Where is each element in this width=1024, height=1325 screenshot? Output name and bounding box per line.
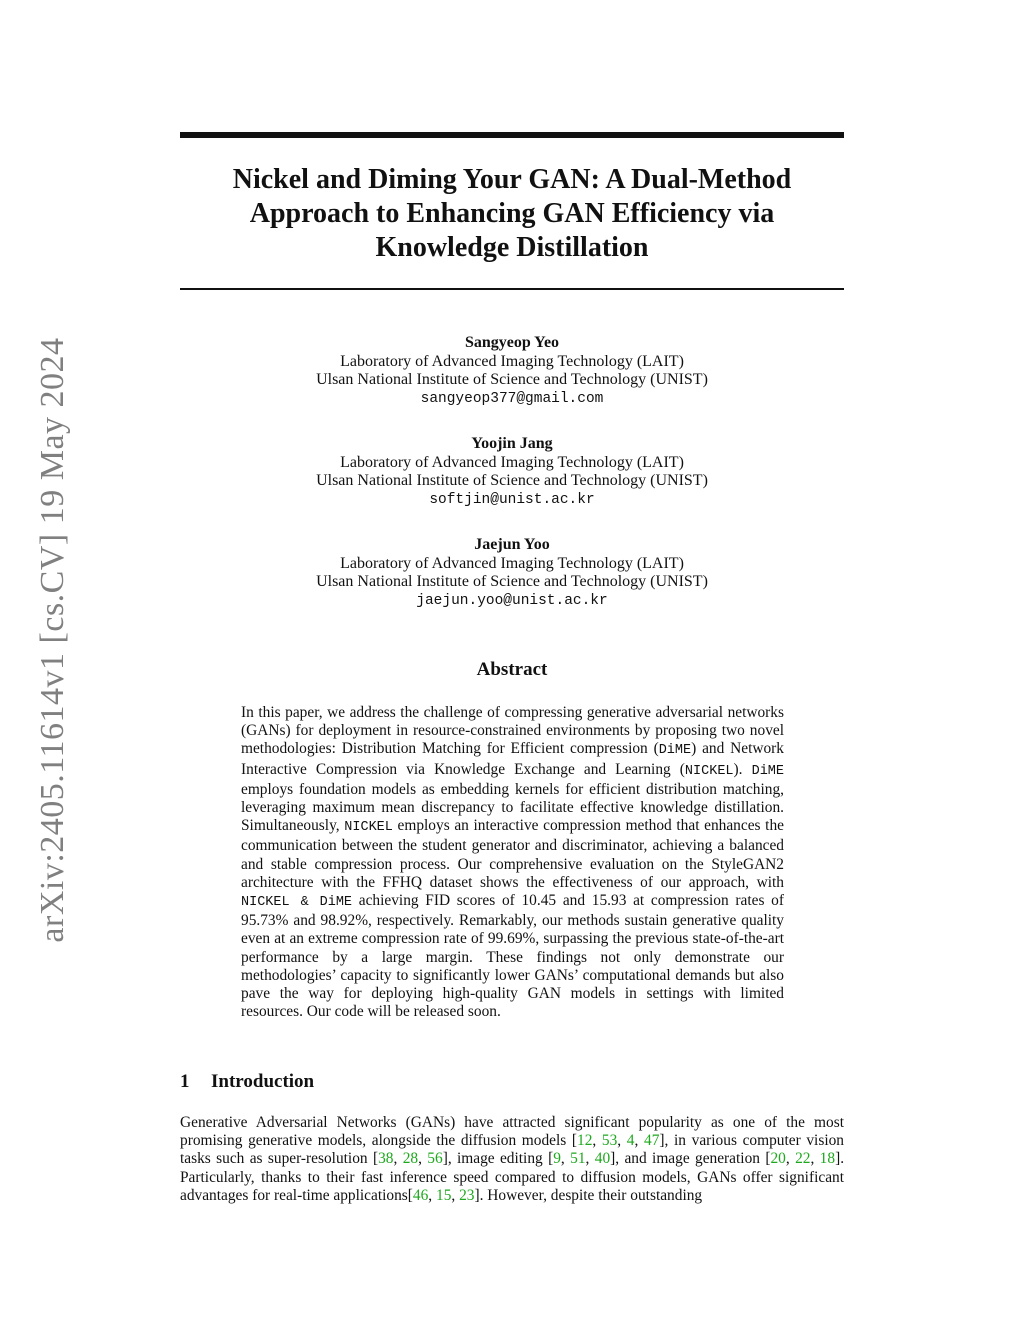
citation-link[interactable]: 51	[570, 1150, 586, 1168]
citation-link[interactable]: 23	[459, 1186, 475, 1204]
intro-text: ], image editing [	[442, 1150, 554, 1168]
author-name: Jaejun Yoo	[474, 536, 550, 553]
author-name: Sangyeop Yeo	[464, 334, 560, 351]
abstract-text: ).	[733, 760, 752, 778]
method-name-nickel: NICKEL	[344, 820, 393, 836]
introduction-paragraph: Generative Adversarial Networks (GANs) have attracted significant popularity as one of the most promising generative models, alongside the diffusion models [12, 53, 4, 47], in various computer vision tasks such as super-resolution [38, 28, 56], image editing [9, 51, 40], and image generation [20, 22, 18]. Particularly, thanks to their fast inference speed compared to diffusion models, GANs offer significant advantages for real-time applications[46, 15, 23]. However, despite their outstanding	[180, 1114, 845, 1204]
abstract-text: achieving FID scores of 10.45 and 15.93 at compression rates of 95.73% and 98.92%, respectively. Remarkably, our methods sustain generative quality even at an extreme compression rate of 99.69%, surpassing the previous state-of-the-art performance by a large margin. These findings not only demonstrate our methodologies’ capacity to significantly lower GANs’ computational demands but also pave the way for deploying high-quality GAN models in settings with limited resources. Our code will be released soon.	[241, 892, 784, 1021]
author-email[interactable]: softjin@unist.ac.kr	[429, 491, 595, 508]
abstract-text: ) and Network Interactive Compression via Knowledge Exchange and Learning (	[241, 740, 784, 778]
citation-link[interactable]: 46	[412, 1186, 429, 1204]
author-email[interactable]: jaejun.yoo@unist.ac.kr	[416, 592, 608, 609]
citation-link[interactable]: 20	[770, 1150, 786, 1168]
abstract-text: employs an interactive compression method that enhances the communication between the student generator and discriminator, achieving a balanced and stable compression process. Our comprehensive evaluation on the StyleGAN2 architecture with the FFHQ dataset shows the effectiveness of our approach, with	[241, 817, 784, 891]
section-heading-introduction	[180, 1071, 314, 1093]
citation-link[interactable]: 22	[795, 1150, 811, 1168]
author-2	[180, 435, 844, 509]
abstract-text: employs foundation models as embedding kernels for efficient distribution matching, leveraging maximum mean discrepancy to facilitate effective knowledge distillation. Simultaneously,	[241, 780, 784, 835]
author-email[interactable]: sangyeop377@gmail.com	[420, 390, 604, 407]
title-bottom-rule	[180, 288, 844, 290]
method-name-dime: DiME	[751, 763, 784, 779]
citation-link[interactable]: 12	[577, 1132, 593, 1150]
citation-link[interactable]: 53	[601, 1132, 618, 1150]
author-institution: Ulsan National Institute of Science and Technology (UNIST)	[316, 573, 708, 590]
author-institution: Ulsan National Institute of Science and Technology (UNIST)	[316, 371, 708, 388]
author-lab: Laboratory of Advanced Imaging Technology (LAIT)	[340, 352, 684, 370]
intro-text: ], in various computer vision tasks such as super-resolution [	[180, 1132, 844, 1168]
author-1	[180, 334, 844, 408]
intro-text: Generative Adversarial Networks (GANs) have attracted significant popularity as one of the most promising generative models, alongside the diffusion models [	[180, 1114, 844, 1150]
citation-link[interactable]: 18	[819, 1150, 836, 1168]
author-lab: Laboratory of Advanced Imaging Technology (LAIT)	[340, 554, 684, 572]
citation-link[interactable]: 4	[626, 1132, 635, 1150]
citation-link[interactable]: 28	[402, 1150, 419, 1168]
citation-link[interactable]: 9	[553, 1150, 561, 1168]
author-3	[180, 536, 844, 610]
title-top-rule	[180, 132, 844, 138]
author-lab: Laboratory of Advanced Imaging Technology (LAIT)	[340, 453, 684, 471]
citation-link[interactable]: 15	[436, 1186, 452, 1204]
citation-link[interactable]: 40	[594, 1150, 611, 1168]
intro-text: ], and image generation [	[610, 1150, 771, 1168]
method-name-combined: NICKEL & DiME	[241, 895, 353, 911]
abstract-heading: Abstract	[476, 659, 548, 680]
citation-link[interactable]: 38	[378, 1150, 394, 1168]
author-name: Yoojin Jang	[471, 435, 553, 452]
author-institution: Ulsan National Institute of Science and Technology (UNIST)	[316, 472, 708, 489]
abstract-text: In this paper, we address the challenge of compressing generative adversarial networks (GANs) for deployment in resource-constrained environments by proposing two novel methodologies: Distribution Matching for Efficient compression (	[241, 704, 784, 758]
citation-link[interactable]: 47	[644, 1132, 660, 1150]
section-title: Introduction	[211, 1071, 315, 1092]
intro-text: ]. However, despite their outstanding	[474, 1186, 703, 1204]
author-block	[180, 334, 844, 637]
arxiv-watermark: arXiv:2405.11614v1 [cs.CV] 19 May 2024	[34, 337, 71, 943]
citation-link[interactable]: 56	[427, 1150, 443, 1168]
method-name-dime: DiME	[658, 743, 692, 759]
abstract-body	[241, 704, 784, 1021]
intro-text: ]. Particularly, thanks to their fast inference speed compared to diffusion models, GANs offer significant advantages for real-time applications[	[180, 1150, 845, 1204]
paper-title: Nickel and Diming Your GAN: A Dual-Method Approach to Enhancing GAN Efficiency via Knowledge Distillation	[232, 164, 792, 263]
section-number: 1	[180, 1071, 190, 1092]
method-name-nickel: NICKEL	[684, 763, 734, 779]
